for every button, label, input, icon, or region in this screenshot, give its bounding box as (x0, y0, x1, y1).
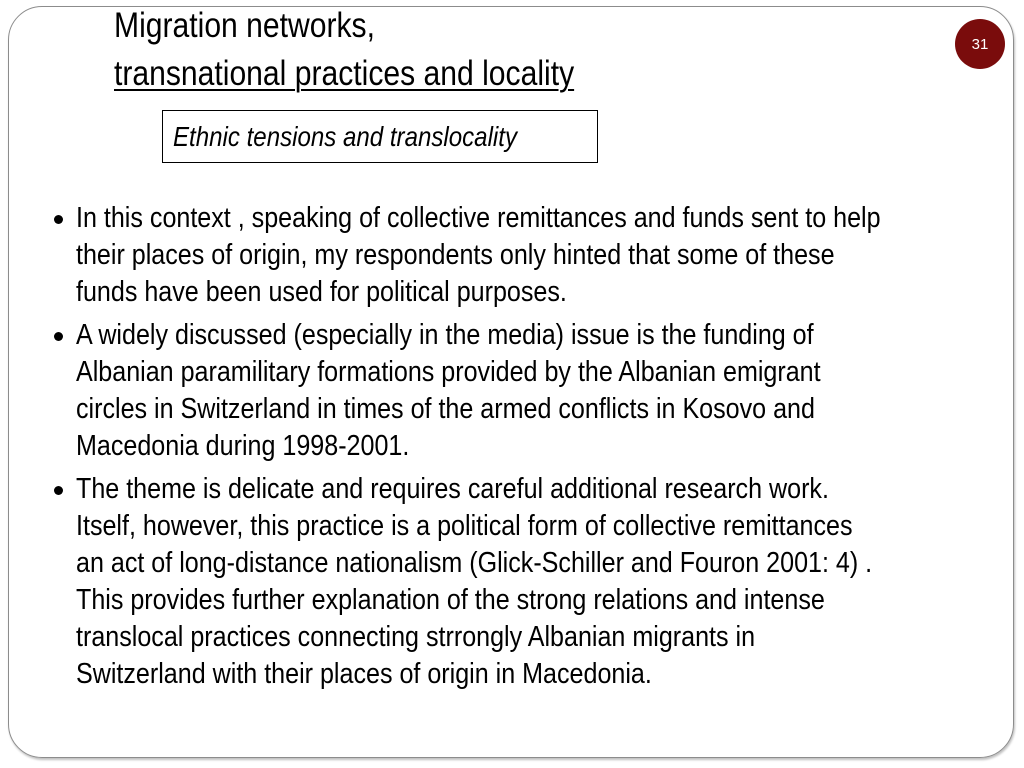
subtitle-box (162, 110, 598, 163)
bullet-icon (54, 332, 63, 341)
title-line-1: Migration networks, (114, 6, 375, 45)
title-line-2: transnational practices and locality (114, 54, 575, 93)
bullet-list (46, 200, 1024, 699)
subtitle: Ethnic tensions and translocality (173, 120, 517, 152)
page-number: 31 (971, 35, 989, 53)
bullet-item (46, 317, 1024, 465)
bullet-text: In this context , speaking of collective remittances and funds sent to help their places of origin, my respondents only hinted that some of these funds have been used for political purposes. (76, 202, 881, 308)
bullet-icon (54, 486, 63, 495)
bullet-icon (54, 215, 63, 224)
slide-title (114, 2, 716, 98)
bullet-text: The theme is delicate and requires careful additional research work. Itself, however, this practice is a political form of collective remittances an act of long-distance nationalism (Glick-Schiller and Fouron 2001: 4) . This provides further explanation of the strong relations and intense translocal practices connecting strrongly Albanian migrants in Switzerland with their places of origin in Macedonia. (76, 473, 873, 690)
bullet-item (46, 471, 1024, 693)
bullet-item (46, 200, 1024, 311)
page-number-badge (955, 19, 1005, 69)
bullet-text: A widely discussed (especially in the media) issue is the funding of Albanian paramilitary formations provided by the Albanian emigrant circles in Switzerland in times of the armed conflicts in Kosovo and Macedonia during 1998-2001. (76, 319, 821, 462)
